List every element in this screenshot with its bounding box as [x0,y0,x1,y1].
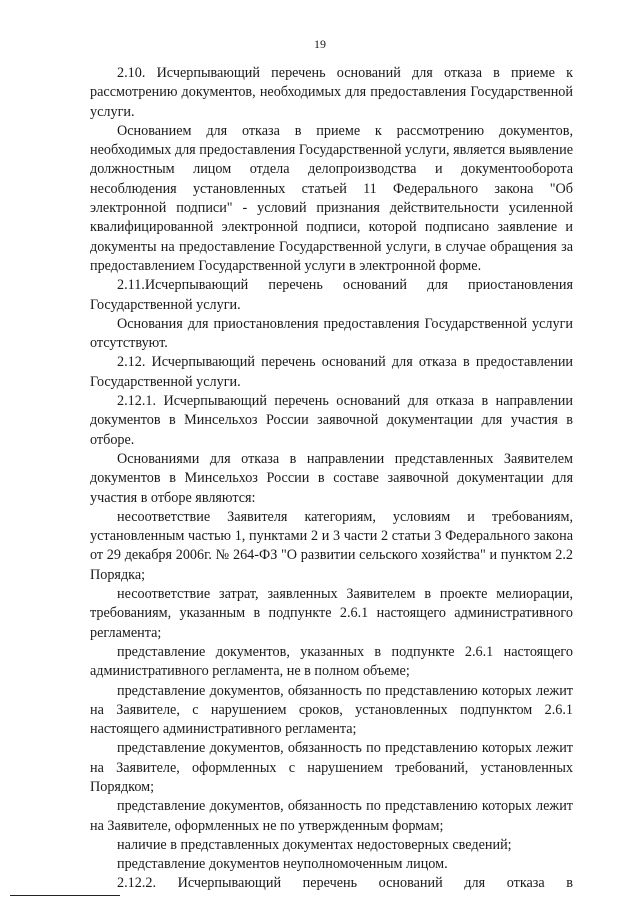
list-item: представление документов, обязанность по представлению которых лежит на Заявителе, оформленных с нарушением требований, установленных Порядком; [90,740,573,795]
paragraph: Основаниями для отказа в направлении представленных Заявителем документов в Минсельхоз России в составе заявочной документации для участия в отборе являются: [90,450,573,506]
section-heading-2-10: 2.10. Исчерпывающий перечень оснований для отказа в приеме к рассмотрению документов, необходимых для предоставления Государственной услуги. [90,65,573,120]
list-item: представление документов, обязанность по представлению которых лежит на Заявителе, с нарушением сроков, установленных подпунктом 2.6.1 настоящего административного регламента; [90,682,573,738]
list-item: несоответствие Заявителя категориям, условиям и требованиям, установленным частью 1, пунктами 2 и 3 части 2 статьи 3 Федерального закона от 29 декабря 2006г. № 264-ФЗ "О развитии сельского хозяйства" и пунктом 2.2 Порядка; [90,508,573,583]
section-heading-2-12-1: 2.12.1. Исчерпывающий перечень оснований для отказа в направлении документов в Минсельхоз России заявочной документации для участия в отборе. [90,393,573,448]
document-body [90,64,573,894]
list-item: представление документов неуполномоченным лицом. [117,856,448,873]
list-item: представление документов, указанных в подпункте 2.6.1 настоящего административного регламента, не в полном объеме; [90,643,573,680]
section-heading-2-11: 2.11.Исчерпывающий перечень оснований для приостановления Государственной услуги. [90,277,573,313]
section-heading-2-12-2: 2.12.2. Исчерпывающий перечень оснований для отказа в [117,875,573,892]
section-heading-2-12: 2.12. Исчерпывающий перечень оснований для отказа в предоставлении Государственной услуги. [90,354,573,390]
footer-divider [10,895,120,896]
paragraph: Основанием для отказа в приеме к рассмотрению документов, необходимых для предоставления Государственной услуги, является выявление должностным лицом отдела делопроизводства и документооборота несоблюдения установленных статьей 11 Федерального закона "Об электронной подписи" - условий признания действительности усиленной квалифицированной электронной подписи, которой подписано заявление и документы на предоставление Государственной услуги, в случае обращения за предоставлением Государственной услуги в электронной форме. [90,122,573,274]
list-item: наличие в представленных документах недостоверных сведений; [117,836,512,853]
list-item: представление документов, обязанность по представлению которых лежит на Заявителе, оформленных не по утвержденным формам; [90,798,573,834]
page-number: 19 [314,37,326,51]
paragraph: Основания для приостановления предоставления Государственной услуги отсутствуют. [90,315,573,352]
list-item: несоответствие затрат, заявленных Заявителем в проекте мелиорации, требованиям, указанным в подпункте 2.6.1 настоящего административного регламента; [90,586,573,641]
